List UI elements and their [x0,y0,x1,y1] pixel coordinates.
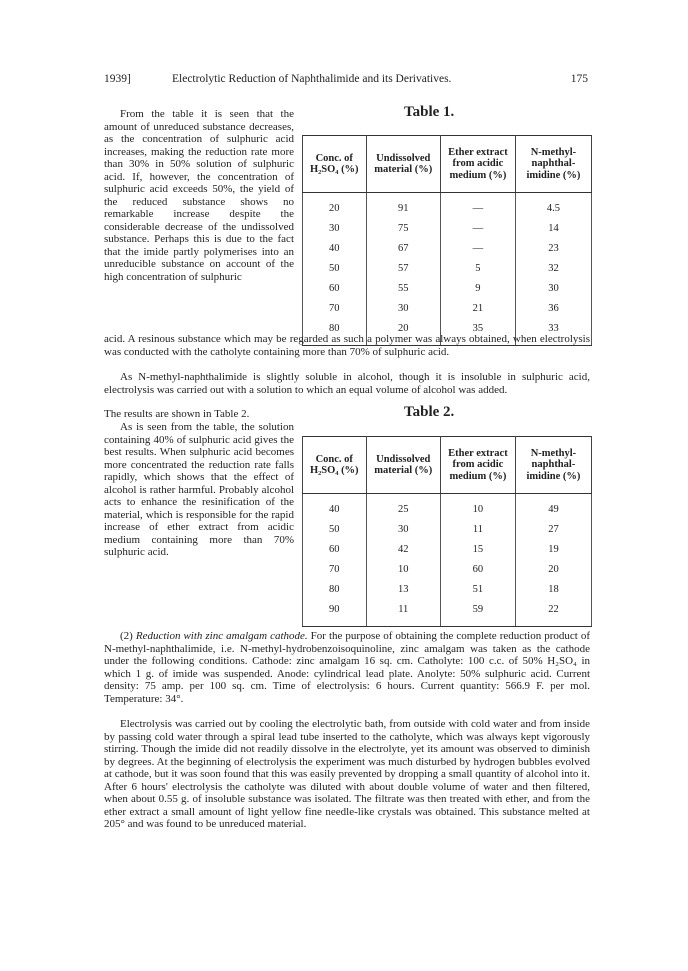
table-cell: 80 [303,580,367,600]
header-year: 1939] [104,73,131,85]
table-cell: 18 [515,580,591,600]
table-cell: 30 [366,299,440,319]
table-2-header-conc: Conc. of H₂SO₄ (%) [303,437,367,494]
table-row [303,193,592,220]
table-1-header-conc: Conc. of H₂SO₄ (%) [303,136,367,193]
table-cell: 13 [366,580,440,600]
table-cell: — [440,219,515,239]
paragraph-2: As N-methyl-naphthalimide is slightly soluble in alcohol, though it is insoluble in sulphuric acid, electrolysis was carried out with a solution to which an equal volume of alcohol was added. [104,371,590,396]
table-cell: 11 [440,520,515,540]
table-2-header-undissolved: Undissolved material (%) [366,437,440,494]
table-cell: 23 [515,239,591,259]
table-row [303,239,592,259]
table-cell: — [440,193,515,220]
paragraph-1-continued: acid. A resinous substance which may be regarded as such a polymer was always obtained, when electrolysis was conducted with the catholyte containing more than 70% of sulphuric acid. [104,333,590,358]
paragraph-3-wrapped: As is seen from the table, the solution containing 40% of sulphuric acid gives the best results. When sulphuric acid becomes more concentrated the reduction rate falls rapidly, which shows that the effect of alcohol is rather harmful. Probably alcohol acts to enhance the resinification of the material, which is responsible for the rapid increase of ether extract from acidic medium containing more than 70% sulphuric acid. [104,421,294,558]
table-cell: 32 [515,259,591,279]
table-cell: 20 [366,319,440,346]
table-row [303,299,592,319]
table-cell: 14 [515,219,591,239]
table-cell: — [440,239,515,259]
table-cell: 80 [303,319,367,346]
table-row [303,540,592,560]
table-cell: 30 [303,219,367,239]
table-2-header-methyl: N-methyl-naphthal-imidine (%) [515,437,591,494]
table-row [303,219,592,239]
table-cell: 10 [440,494,515,521]
table-cell: 10 [366,560,440,580]
table-cell: 19 [515,540,591,560]
table-cell: 70 [303,560,367,580]
table-cell: 55 [366,279,440,299]
table-cell: 60 [440,560,515,580]
table-cell: 75 [366,219,440,239]
paragraph-4-body: For the purpose of obtaining the complete reduction product of N-methyl-naphthalimide, i.e. N-methyl-hydrobenzoisoquinoline, zinc amalgam was taken as the cathode under the following conditions. Cathode: zinc amalgam 16 sq. cm. Catholyte: 100 c.c. of 50% H₂SO₄ in which 1 g. of imide was suspended. Anode: cylindrical lead plate. Anolyte: 50% sulphuric acid. Current density: 75 amp. per 100 sq. cm. Time of electrolysis: 6 hours. Current quantity: 566.9 F. per mol. Temperature: 34°. [104,630,591,705]
table-cell: 51 [440,580,515,600]
table-2-header-ether: Ether extract from acidic medium (%) [440,437,515,494]
table-cell: 27 [515,520,591,540]
table-cell: 50 [303,520,367,540]
table-cell: 70 [303,299,367,319]
table-cell: 22 [515,600,591,627]
table-row [303,259,592,279]
table-cell: 90 [303,600,367,627]
table-row [303,279,592,299]
paragraph-5: Electrolysis was carried out by cooling the electrolytic bath, from outside with cold water and from inside by passing cold water through a spiral lead tube inserted to the catholyte, which was always kept vigorously stirring. Though the imide did not readily dissolve in the electrolyte, yet its amount was observed to diminish by degrees. At the beginning of electrolysis the experiment was much disturbed by hydrogen bubbles evolved at cathode, but it was soon found that this was easily prevented by dropping a small quantity of alcohol into it. After 6 hours' electrolysis the catholyte was diluted with about double volume of water and then filtered, when about 0.55 g. of insoluble substance was isolated. The filtrate was then treated with ether, and from the ether extract a small amount of light yellow fine needle-like crystals was obtained. This substance melted at 205° and was found to be unreduced material. [104,718,590,830]
table-1-header-methyl: N-methyl-naphthal-imidine (%) [515,136,591,193]
section-title: Reduction with zinc amalgam cathode. [135,630,308,642]
paragraph-2-tail: The results are shown in Table 2. [104,408,250,420]
table-cell: 30 [366,520,440,540]
table-cell: 11 [366,600,440,627]
table-cell: 25 [366,494,440,521]
table-cell: 67 [366,239,440,259]
table-cell: 49 [515,494,591,521]
table-cell: 57 [366,259,440,279]
table-cell: 4.5 [515,193,591,220]
table-2-caption: Table 2. [404,404,455,420]
table-cell: 30 [515,279,591,299]
paragraph-1-wrapped: From the table it is seen that the amount of unreduced substance decreases, as the concentration of sulphuric acid increases, making the reduction rate more than 30% in 50% solution of sulphuric acid. If, however, the concentration of sulphuric acid exceeds 50%, the yield of the reduced substance shows no remarkable increase despite the considerable decrease of the undissolved substance. Perhaps this is due to the fact that the imide partly polymerises into an unreducible substance on account of the high concentration of sulphuric [104,108,294,283]
table-1 [302,135,592,346]
table-cell: 36 [515,299,591,319]
table-cell: 60 [303,540,367,560]
table-cell: 20 [515,560,591,580]
table-row [303,580,592,600]
running-header [104,73,588,89]
table-cell: 40 [303,494,367,521]
table-cell: 40 [303,239,367,259]
table-row [303,494,592,521]
table-row [303,520,592,540]
table-row [303,560,592,580]
table-cell: 50 [303,259,367,279]
paragraph-4 [104,630,590,705]
table-cell: 60 [303,279,367,299]
table-cell: 42 [366,540,440,560]
table-2 [302,436,592,627]
header-title: Electrolytic Reduction of Naphthalimide and its Derivatives. [172,73,452,85]
table-cell: 15 [440,540,515,560]
table-cell: 5 [440,259,515,279]
table-cell: 33 [515,319,591,346]
table-cell: 59 [440,600,515,627]
table-cell: 21 [440,299,515,319]
table-cell: 35 [440,319,515,346]
table-cell: 20 [303,193,367,220]
table-cell: 91 [366,193,440,220]
page-number: 175 [570,73,588,85]
table-row [303,600,592,627]
table-1-caption: Table 1. [404,104,455,120]
table-1-header-ether: Ether extract from acidic medium (%) [440,136,515,193]
table-1-header-undissolved: Undissolved material (%) [366,136,440,193]
table-cell: 9 [440,279,515,299]
section-number: (2) [120,630,133,642]
